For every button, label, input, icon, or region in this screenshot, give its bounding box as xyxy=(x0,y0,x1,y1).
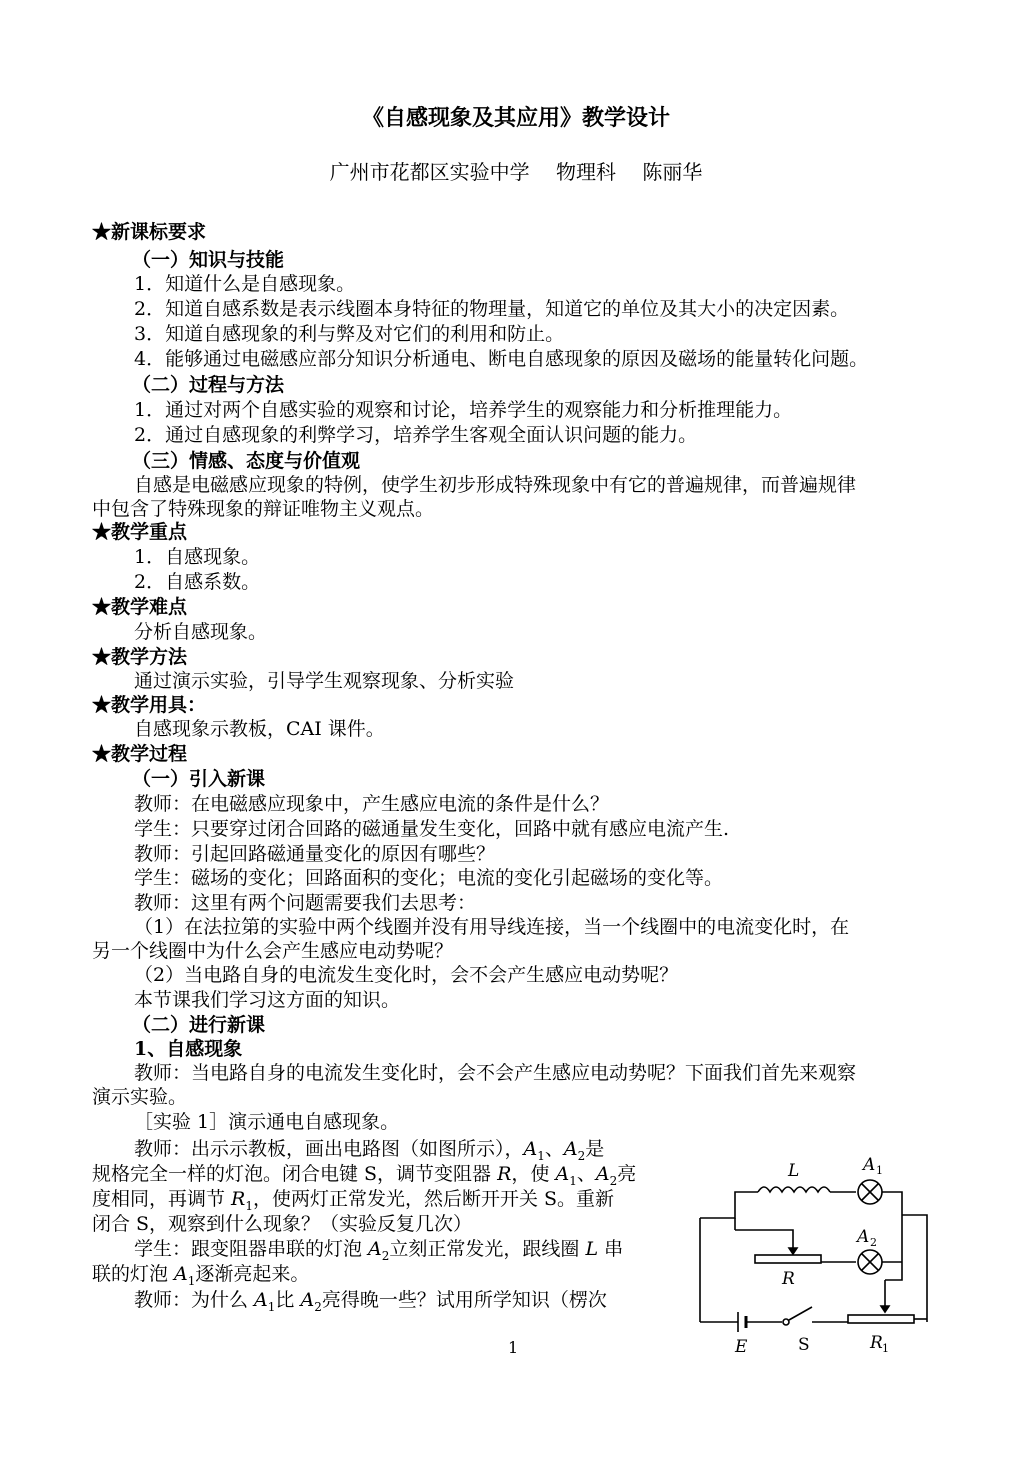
list-item: 2．知道自感系数是表示线圈本身特征的物理量，知道它的单位及其大小的决定因素。 xyxy=(134,298,850,320)
circuit-label-A2-sub: 2 xyxy=(870,1236,877,1249)
paragraph-line: 本节课我们学习这方面的知识。 xyxy=(134,989,401,1011)
circuit-label-A2: A xyxy=(857,1227,870,1247)
dialogue-line: 学生：磁场的变化；回路面积的变化；电流的变化引起磁场的变化等。 xyxy=(134,867,724,889)
paragraph-line: 度相同，再调节 $R_1$，使两灯正常发光，然后断开开关 S。重新 xyxy=(92,1188,615,1213)
circuit-label-R: R xyxy=(782,1269,795,1289)
page-number: 1 xyxy=(508,1338,519,1357)
heading-emotion-values: （三）情感、态度与价值观 xyxy=(132,450,361,472)
heading-process-method: （二）过程与方法 xyxy=(132,374,285,396)
heading-standards: ★新课标要求 xyxy=(92,221,207,243)
circuit-label-S: S xyxy=(798,1335,810,1355)
heading-new-lesson: （二）进行新课 xyxy=(132,1014,266,1036)
heading-focus: ★教学重点 xyxy=(92,521,188,543)
circuit-label-A1: A xyxy=(863,1155,876,1175)
paragraph-line: 学生：跟变阻器串联的灯泡 $A_2$立刻正常发光，跟线圈 L 串 xyxy=(134,1238,624,1263)
heading-knowledge-skills: （一）知识与技能 xyxy=(132,249,285,271)
heading-method: ★教学方法 xyxy=(92,646,188,668)
circuit-label-L: L xyxy=(788,1161,800,1181)
question-line: （1）在法拉第的实验中两个线圈并没有用导线连接，当一个线圈中的电流变化时，在 xyxy=(134,916,850,938)
list-item: 1．通过对两个自感实验的观察和讨论，培养学生的观察能力和分析推理能力。 xyxy=(134,399,793,421)
question-line: （2）当电路自身的电流发生变化时，会不会产生感应电动势呢？ xyxy=(134,964,679,986)
circuit-label-R1-sub: 1 xyxy=(882,1342,889,1355)
paragraph-line: 自感是电磁感应现象的特例，使学生初步形成特殊现象中有它的普遍规律，而普遍规律 xyxy=(134,474,857,496)
list-item: 1．知道什么是自感现象。 xyxy=(134,273,356,295)
paragraph-line: 分析自感现象。 xyxy=(134,621,268,643)
paragraph-line: 自感现象示教板，CAI 课件。 xyxy=(134,718,385,740)
document-title: 《自感现象及其应用》教学设计 xyxy=(361,105,670,131)
dialogue-line: 教师：在电磁感应现象中，产生感应电流的条件是什么？ xyxy=(134,793,610,815)
heading-self-induction: 1、自感现象 xyxy=(134,1038,243,1060)
list-item: 4．能够通过电磁感应部分知识分析通电、断电自感现象的原因及磁场的能量转化问题。 xyxy=(134,348,869,370)
paragraph-line: 联的灯泡 $A_1$逐渐亮起来。 xyxy=(92,1263,310,1288)
list-item: 1．自感现象。 xyxy=(134,546,261,568)
dialogue-line: 教师：这里有两个问题需要我们去思考： xyxy=(134,892,477,914)
document-author: 广州市花都区实验中学 物理科 陈丽华 xyxy=(329,160,703,184)
list-item: 3．知道自感现象的利与弊及对它们的利用和防止。 xyxy=(134,323,565,345)
heading-process: ★教学过程 xyxy=(92,743,188,765)
paragraph-line: 规格完全一样的灯泡。闭合电键 S，调节变阻器 R，使 $A_1$、$A_2$亮 xyxy=(92,1163,637,1188)
paragraph-line: 通过演示实验，引导学生观察现象、分析实验 xyxy=(134,670,515,692)
heading-difficulty: ★教学难点 xyxy=(92,596,188,618)
paragraph-line: 演示实验。 xyxy=(92,1086,188,1108)
dialogue-line: 教师：引起回路磁通量变化的原因有哪些？ xyxy=(134,843,496,865)
paragraph-line: 教师：出示示教板，画出电路图（如图所示），$A_1$、$A_2$是 xyxy=(134,1138,605,1163)
list-item: 2．通过自感现象的利弊学习，培养学生客观全面认识问题的能力。 xyxy=(134,424,698,446)
heading-intro: （一）引入新课 xyxy=(132,768,266,790)
circuit-diagram xyxy=(690,1150,940,1360)
paragraph-line: 中包含了特殊现象的辩证唯物主义观点。 xyxy=(92,498,435,520)
question-line: 另一个线圈中为什么会产生感应电动势呢？ xyxy=(92,940,454,962)
paragraph-line: 闭合 S，观察到什么现象？（实验反复几次） xyxy=(92,1213,473,1235)
circuit-label-A1-sub: 1 xyxy=(876,1164,883,1177)
dialogue-line: 学生：只要穿过闭合回路的磁通量发生变化，回路中就有感应电流产生. xyxy=(134,818,730,840)
circuit-label-E: E xyxy=(735,1337,748,1357)
circuit-label-R1: R xyxy=(870,1333,883,1353)
paragraph-line: 教师：为什么 $A_1$比 $A_2$亮得晚一些？试用所学知识（楞次 xyxy=(134,1289,607,1314)
experiment-label: ［实验 1］演示通电自感现象。 xyxy=(134,1111,400,1133)
list-item: 2．自感系数。 xyxy=(134,571,261,593)
paragraph-line: 教师：当电路自身的电流发生变化时，会不会产生感应电动势呢？下面我们首先来观察 xyxy=(134,1062,857,1084)
heading-tools: ★教学用具： xyxy=(92,694,207,716)
